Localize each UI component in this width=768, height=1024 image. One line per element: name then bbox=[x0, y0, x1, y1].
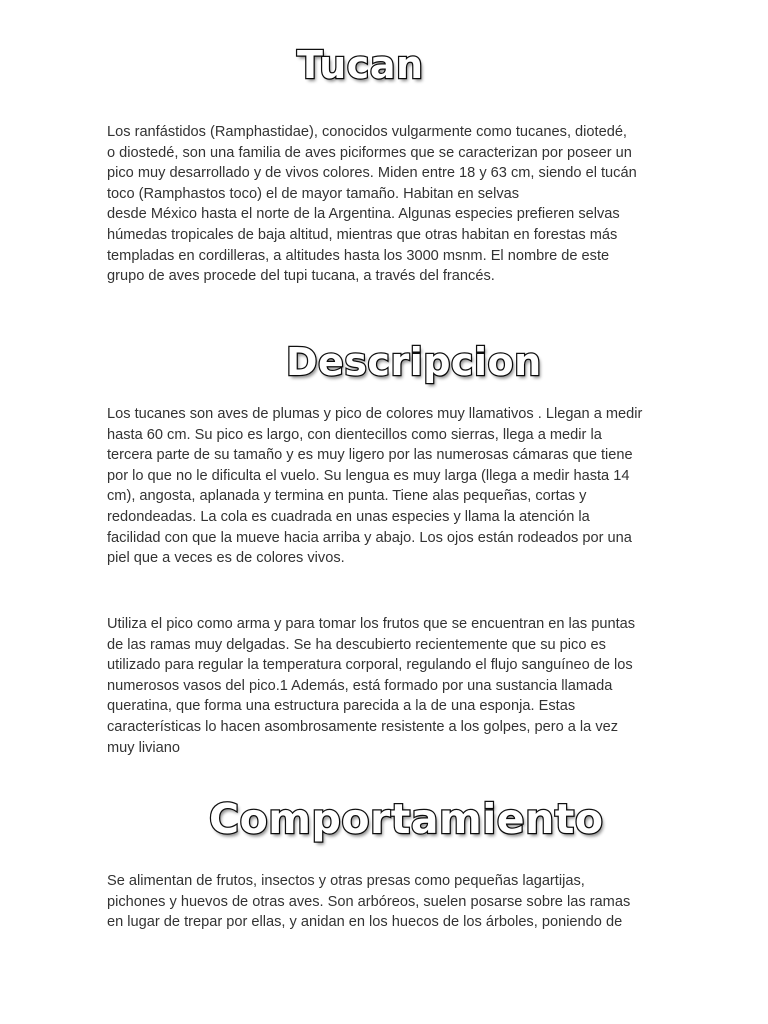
text-line: Se alimentan de frutos, insectos y otras presas como pequeñas lagartijas, bbox=[107, 873, 585, 889]
text-line: Utiliza el pico como arma y para tomar los frutos que se encuentran en las puntas bbox=[107, 616, 636, 632]
text-line: templadas en cordilleras, a altitudes hasta los 3000 msnm. El nombre de este bbox=[107, 247, 610, 264]
text-line: pico muy desarrollado y de vivos colores. Miden entre 18 y 63 cm, siendo el tucán bbox=[107, 165, 637, 182]
text-line: facilidad con que la mueve hacia arriba y abajo. Los ojos están rodeados por una bbox=[107, 529, 632, 546]
heading-comportamiento: Comportamiento bbox=[209, 795, 604, 843]
text-line: toco (Ramphastos toco) el de mayor tamaño. Habitan en selvas bbox=[107, 185, 520, 202]
text-line: queratina, que forma una estructura parecida a la de una esponja. Estas bbox=[107, 698, 576, 715]
text-line: piel que a veces es de colores vivos. bbox=[107, 550, 345, 567]
text-line: desde México hasta el norte de la Argentina. Algunas especies prefieren selvas bbox=[107, 206, 620, 223]
text-line: Los tucanes son aves de plumas y pico de colores muy llamativos . Llegan a medir bbox=[107, 406, 643, 422]
text-line: características lo hacen asombrosamente resistente a los golpes, pero a la vez bbox=[107, 718, 619, 735]
text-line: muy liviano bbox=[107, 739, 180, 756]
text-line: redondeadas. La cola es cuadrada en unas especies y llama la atención la bbox=[107, 508, 590, 525]
paragraph-comportamiento bbox=[107, 871, 667, 933]
text-line: de las ramas muy delgadas. Se ha descubierto recientemente que su pico es bbox=[107, 636, 606, 653]
paragraph-tucan-intro bbox=[107, 122, 667, 287]
text-line: Los ranfástidos (Ramphastidae), conocidos vulgarmente como tucanes, diotedé, bbox=[107, 124, 627, 140]
text-line: numerosos vasos del pico.1 Además, está formado por una sustancia llamada bbox=[107, 677, 613, 694]
text-line: utilizado para regular la temperatura corporal, regulando el flujo sanguíneo de los bbox=[107, 657, 633, 674]
text-line: cm), angosta, aplanada y termina en punta. Tiene alas pequeñas, cortas y bbox=[107, 488, 587, 505]
text-line: o diostedé, son una familia de aves piciformes que se caracterizan por poseer un bbox=[107, 144, 632, 161]
text-line: húmedas tropicales de baja altitud, mientras que otras habitan en forestas más bbox=[107, 226, 618, 243]
text-line: tercera parte de su tamaño y es muy ligero por las numerosas cámaras que tiene bbox=[107, 447, 633, 464]
text-line: pichones y huevos de otras aves. Son arbóreos, suelen posarse sobre las ramas bbox=[107, 893, 631, 910]
heading-descripcion: Descripcion bbox=[286, 340, 542, 384]
text-line: por lo que no le dificulta el vuelo. Su lengua es muy larga (llega a medir hasta 14 bbox=[107, 467, 630, 484]
heading-tucan: Tucan bbox=[297, 43, 424, 87]
text-line: grupo de aves procede del tupi tucana, a través del francés. bbox=[107, 268, 495, 285]
text-line: en lugar de trepar por ellas, y anidan en los huecos de los árboles, poniendo de bbox=[107, 914, 623, 931]
paragraph-descripcion-1 bbox=[107, 404, 667, 569]
text-line: hasta 60 cm. Su pico es largo, con dientecillos como sierras, llega a medir la bbox=[107, 426, 602, 443]
paragraph-descripcion-2 bbox=[107, 614, 667, 758]
